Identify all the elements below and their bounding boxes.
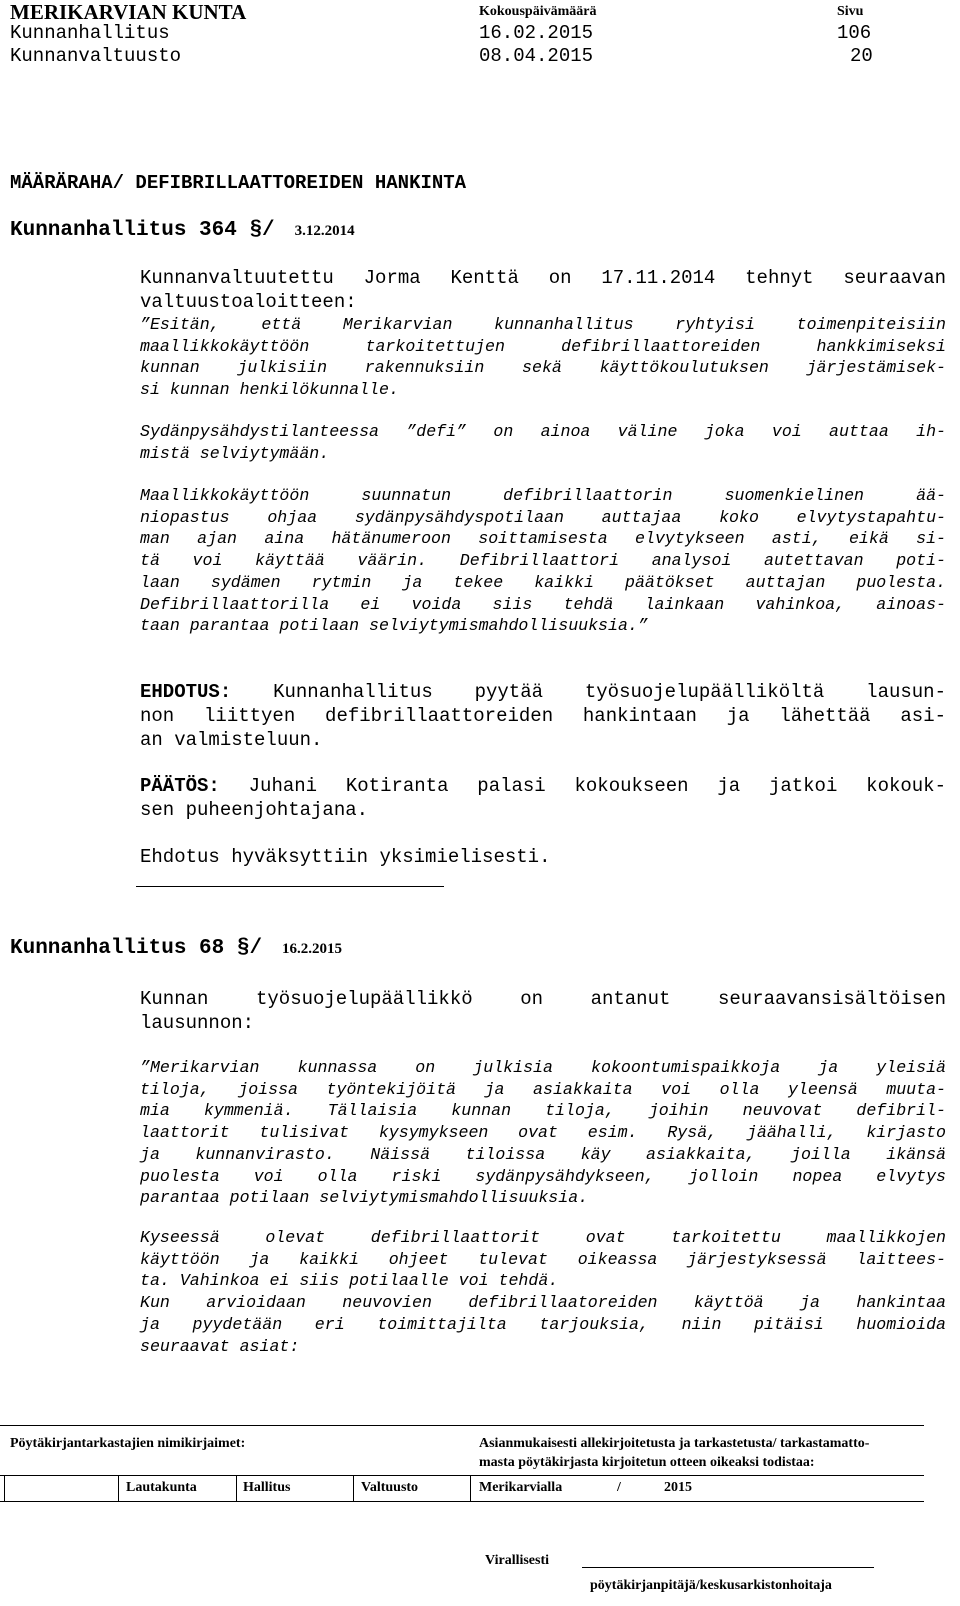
header-body-2: Kunnanvaltuusto — [10, 45, 182, 67]
text-line: laan sydämen rytmin ja tekee kaikki päätökset auttajan puolesta. — [140, 572, 946, 592]
text-line: Defibrillaattorilla ei voida siis tehdä lainkaan vahinkoa, ainoas- — [140, 594, 946, 614]
certification-line-1: Asianmukaisesti allekirjoitetusta ja tarkastetusta/ tarkastamatto- — [479, 1436, 870, 1451]
cell-government: Hallitus — [243, 1480, 291, 1495]
text-line: mistä selviytymään. — [140, 443, 330, 463]
initiative-intro — [140, 266, 946, 314]
text-line: an valmisteluun. — [140, 729, 323, 751]
header-date-2: 08.04.2015 — [479, 45, 594, 67]
text-line — [140, 680, 946, 704]
section-date: 16.2.2015 — [282, 941, 343, 957]
cell-board: Lautakunta — [126, 1480, 197, 1495]
statement-quote-1 — [140, 1057, 946, 1209]
decision-result — [140, 845, 946, 869]
text-line: Kunnan työsuojelupäällikkö on antanut seuraavansisältöisen — [140, 988, 946, 1010]
table-divider — [236, 1475, 237, 1501]
section-heading-364 — [10, 219, 355, 242]
section-heading-text: Kunnanhallitus 68 §/ — [10, 937, 263, 960]
signer-title: pöytäkirjanpitäjä/keskusarkistonhoitaja — [590, 1578, 832, 1593]
official-label: Virallisesti — [485, 1553, 550, 1568]
text-line: ”Esitän, että Merikarvian kunnanhallitus ryhtyisi toimenpiteisiin — [140, 315, 946, 334]
text-line: tiloja, joissa työntekijöitä ja asiakkaita voi olla yleensä muuta- — [140, 1079, 946, 1099]
text-line: sen puheenjohtajana. — [140, 799, 369, 821]
text-line: non liittyen defibrillaattoreiden hankintaan ja lähettää asi- — [140, 705, 946, 727]
text-line: maallikkokäyttöön tarkoitettujen defibrillaattoreiden hankkimiseksi — [140, 336, 946, 356]
section-date: 3.12.2014 — [294, 223, 355, 239]
header-page-1: 106 — [837, 22, 872, 44]
inspectors-label: Pöytäkirjantarkastajien nimikirjaimet: — [10, 1436, 246, 1451]
statement-quote-2 — [140, 1227, 946, 1357]
text-line: valtuustoaloitteen: — [140, 291, 357, 313]
table-divider — [353, 1475, 354, 1501]
table-divider — [4, 1475, 5, 1501]
section-divider — [136, 886, 444, 887]
footer-top-rule — [0, 1425, 924, 1426]
text-line: ”Merikarvian kunnassa on julkisia kokoontumispaikkoja ja yleisiä — [140, 1058, 946, 1077]
cell-council: Valtuusto — [361, 1480, 419, 1495]
page-label: Sivu — [837, 4, 864, 19]
footer-table-top — [0, 1475, 924, 1476]
text-line: man ajan aina hätänumeroon soittamisesta elvytykseen asti, eikä si- — [140, 529, 946, 549]
header-body-1: Kunnanhallitus — [10, 22, 170, 44]
header-date-1: 16.02.2015 — [479, 22, 594, 44]
statement-intro — [140, 987, 946, 1035]
cell-place: Merikarvialla — [479, 1480, 563, 1495]
text-line: puolesta voi olla riski sydänpysähdykseen, jolloin nopea elvytys — [140, 1166, 946, 1186]
document-topic: MÄÄRÄRAHA/ DEFIBRILLAATTOREIDEN HANKINTA — [10, 172, 467, 194]
initiative-quote-3 — [140, 485, 946, 637]
table-divider — [118, 1475, 119, 1501]
text-line: Sydänpysähdystilanteessa ”defi” on ainoa väline joka voi auttaa ih- — [140, 422, 946, 441]
text-line: ja pyydetään eri toimittajilta tarjouksia, niin pitäisi huomioida — [140, 1314, 946, 1334]
text-line: käyttöön ja kaikki ohjeet tulevat oikeassa järjestyksessä laittees- — [140, 1249, 946, 1269]
header-page-2: 20 — [850, 45, 873, 67]
text-line: taan parantaa potilaan selviytymismahdollisuuksia.” — [140, 616, 648, 636]
text-line: seuraavat asiat: — [140, 1336, 300, 1356]
proposal-paragraph — [140, 680, 946, 752]
table-divider — [470, 1475, 471, 1501]
meeting-date-label: Kokouspäivämäärä — [479, 4, 597, 19]
text-line: parantaa potilaan selviytymismahdollisuuksia. — [140, 1188, 589, 1208]
text-line: ta. Vahinkoa ei siis potilaalle voi tehdä. — [140, 1271, 559, 1291]
text-line: Maallikkokäyttöön suunnatun defibrillaattorin suomenkielinen ää- — [140, 486, 946, 505]
text-line: lausunnon: — [140, 1012, 255, 1034]
decision-text: Juhani Kotiranta palasi kokoukseen ja jatkoi kokouk- — [219, 775, 946, 797]
text-line: Kun arvioidaan neuvovien defibrillaatoreiden käyttöä ja hankintaa — [140, 1293, 946, 1313]
proposal-text: Kunnanhallitus pyytää työsuojelupäälliköltä lausun- — [231, 681, 946, 703]
text-line: laattorit tulisivat kysymykseen ovat esim. Rysä, jäähalli, kirjasto — [140, 1123, 946, 1143]
text-line: Ehdotus hyväksyttiin yksimielisesti. — [140, 846, 551, 868]
cell-year: 2015 — [664, 1480, 692, 1495]
signature-line — [582, 1567, 874, 1568]
section-heading-text: Kunnanhallitus 364 §/ — [10, 219, 275, 242]
text-line: tä voi käyttää väärin. Defibrillaattori analysoi autettavan poti- — [140, 551, 946, 571]
text-line: kunnan julkisiin rakennuksiin sekä käyttökoulutuksen järjestämisek- — [140, 358, 946, 378]
text-line: ja kunnanvirasto. Näissä tiloissa käy asiakkaita, joilla ikänsä — [140, 1144, 946, 1164]
text-line: niopastus ohjaa sydänpysähdyspotilaan auttajaa koko elvytystapahtu- — [140, 507, 946, 527]
text-line: mia kymmeniä. Tällaisia kunnan tiloja, joihin neuvovat defibril- — [140, 1101, 946, 1121]
organization-name: MERIKARVIAN KUNTA — [10, 0, 247, 24]
decision-label: PÄÄTÖS: — [140, 775, 220, 797]
proposal-label: EHDOTUS: — [140, 681, 232, 703]
decision-paragraph — [140, 774, 946, 822]
text-line: Kunnanvaltuutettu Jorma Kenttä on 17.11.2014 tehnyt seuraavan — [140, 267, 946, 289]
text-line: si kunnan henkilökunnalle. — [140, 380, 399, 400]
cell-slash: / — [617, 1480, 621, 1495]
text-line — [140, 774, 946, 798]
section-heading-68 — [10, 937, 342, 960]
initiative-quote-1 — [140, 314, 946, 401]
footer-table-bottom — [0, 1501, 924, 1502]
certification-line-2: masta pöytäkirjasta kirjoitetun otteen oikeaksi todistaa: — [479, 1455, 815, 1470]
text-line: Kyseessä olevat defibrillaattorit ovat tarkoitettu maallikkojen — [140, 1228, 946, 1247]
initiative-quote-2 — [140, 421, 946, 464]
